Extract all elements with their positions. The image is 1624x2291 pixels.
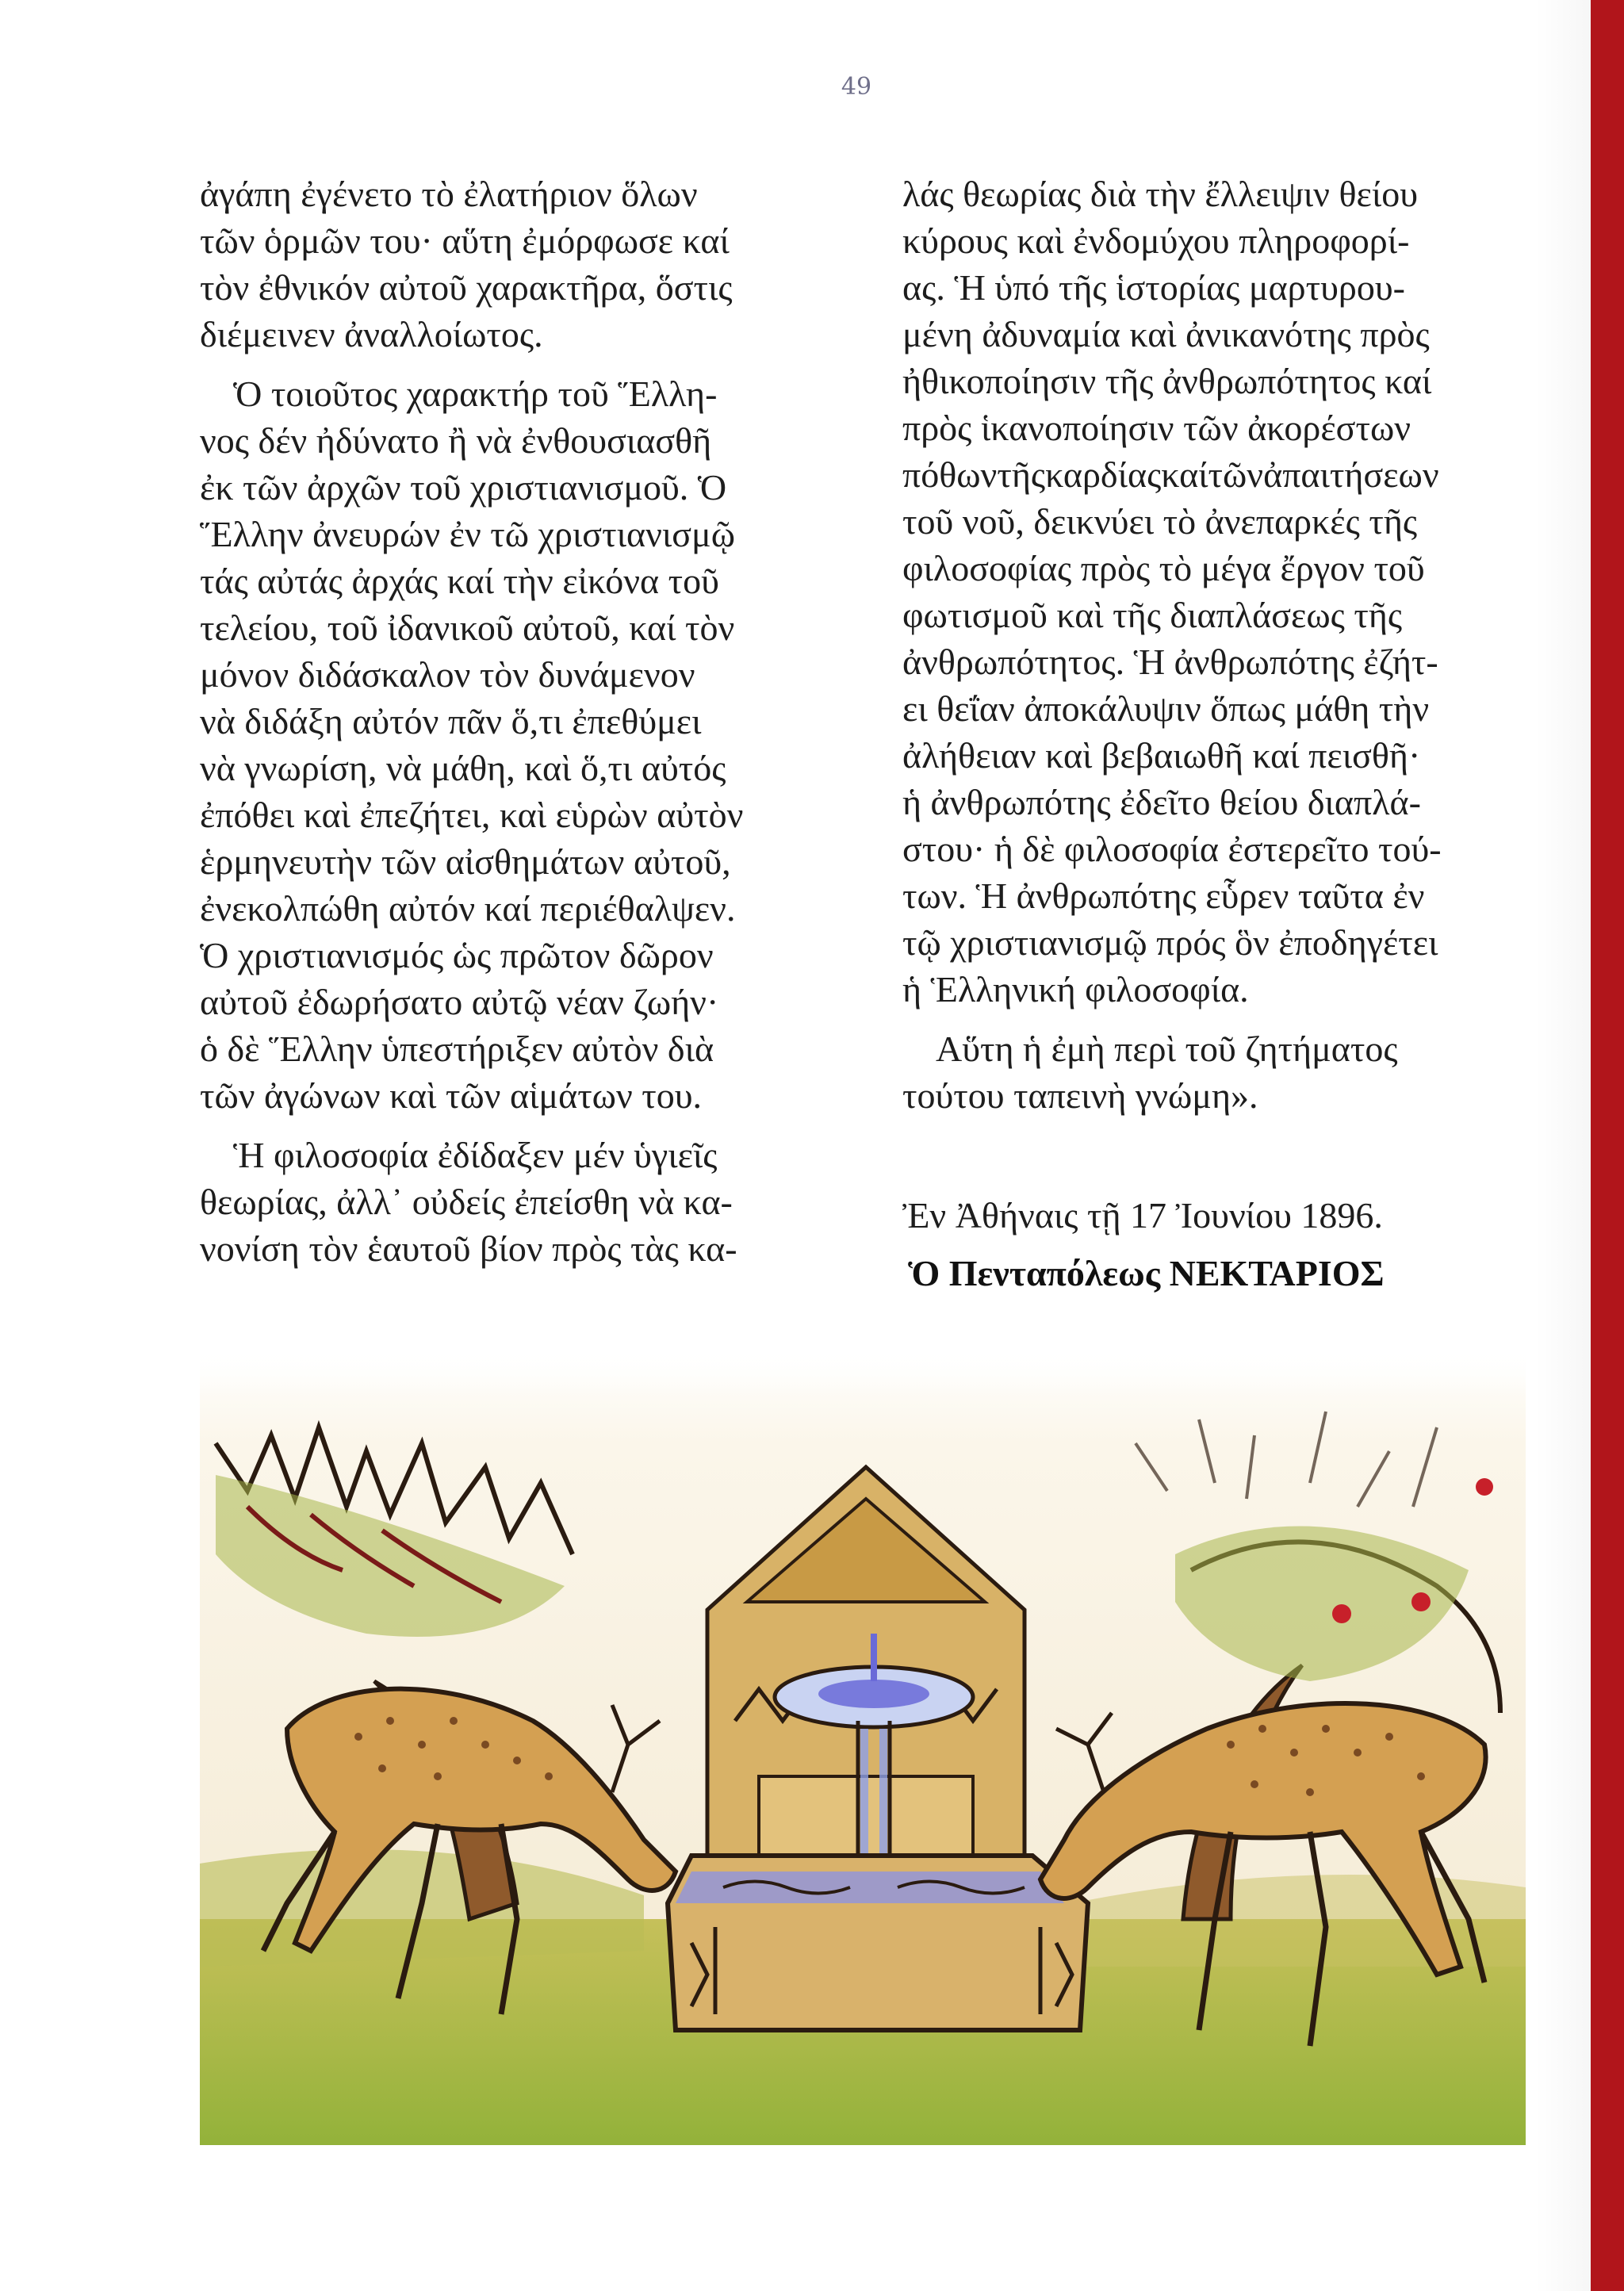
- basin-water: [676, 1871, 1064, 1903]
- left-paragraph-2: Ὁ τοιοῦτος χαρακτήρ τοῦ Ἕλλη- νος δέν ἠδύνατο ἢ νὰ ἐνθουσιασθῆ ἐκ τῶν ἀρχῶν τοῦ χριστιανισμοῦ. Ὁ Ἕλλην ἀνευρών ἐν τῶ χριστιανισμῷ τάς αὐτάς ἀρχάς καί τὴν εἰκόνα τοῦ τελείου, τοῦ ἰδανικοῦ αὐτοῦ, καί τὸν μόνον διδάσκαλον τὸν δυνάμενον νὰ διδάξη αὐτόν πᾶν ὅ,τι ἐπεθύμει νὰ γνωρίση, νὰ μάθη, καὶ ὅ,τι αὐτός ἐπόθει καὶ ἐπεζήτει, καὶ εὑρὼν αὐτὸν ἑρμηνευτὴν τῶν αἰσθημάτων αὐτοῦ, ἐνεκολπώθη αὐτόν καί περιέθαλψεν. Ὁ χριστιανισμός ὡς πρῶτον δῶρον αὐτοῦ ἐδωρήσατο αὐτῷ νέαν ζωήν· ὁ δὲ Ἕλλην ὑπεστήριξεν αὐτὸν διὰ τῶν ἀγώνων καὶ τῶν αἱμάτων του.: [200, 374, 744, 1116]
- red-edge-bar: [1591, 0, 1624, 2291]
- right-text-column: [902, 170, 1527, 1132]
- deer-fountain-illustration: [200, 1348, 1526, 2145]
- left-paragraph-3: Ἡ φιλοσοφία ἐδίδαξεν μέν ὑγιεῖς θεωρίας, ἀλλ᾽ οὐδείς ἐπείσθη νὰ κα- νονίση τὸν ἑαυτοῦ βίον πρὸς τὰς κα-: [200, 1135, 737, 1269]
- right-paragraph-1: λάς θεωρίας διὰ τὴν ἔλλειψιν θείου κύρους καὶ ἐνδομύχου πληροφορί- ας. Ἡ ὑπό τῆς ἱστορίας μαρτυρου- μένη ἀδυναμία καὶ ἀνικανότης πρὸς ἠθικοποίησιν τῆς ἀνθρωπότητος καί πρὸς ἱκανοποίησιν τῶν ἀκορέστων πόθωντῆςκαρδίαςκαίτῶνἀπαιτήσεων τοῦ νοῦ, δεικνύει τὸ ἀνεπαρκές τῆς φιλοσοφίας πρὸς τὸ μέγα ἔργον τοῦ φωτισμοῦ καὶ τῆς διαπλάσεως τῆς ἀνθρωπότητος. Ἡ ἀνθρωπότης ἐζήτ- ει θεΐαν ἀποκάλυψιν ὅπως μάθη τὴν ἀλήθειαν καὶ βεβαιωθῆ καί πεισθῆ· ἡ ἀνθρωπότης ἐδεῖτο θείου διαπλά- στου· ἡ δὲ φιλοσοφία ἐστερεῖτο τού- των. Ἡ ἀνθρωπότης εὗρεν ταῦτα ἐν τῷ χριστιανισμῷ πρός ὃν ἐποδηγέτει ἡ Ἑλληνική φιλοσοφία.: [902, 174, 1442, 1009]
- right-paragraph-2: Αὕτη ἡ ἐμὴ περὶ τοῦ ζητήματος τούτου ταπεινὴ γνώμη».: [902, 1029, 1398, 1116]
- page-edge-shadow: [1535, 0, 1591, 2291]
- fountain-water: [818, 1680, 929, 1708]
- signature: Ὁ Πενταπόλεως ΝΕΚΤΑΡΙΟΣ: [908, 1253, 1385, 1293]
- left-paragraph-1: ἀγάπη ἐγένετο τὸ ἐλατήριον ὅλων τῶν ὁρμῶν του· αὕτη ἐμόρφωσε καί τὸν ἐθνικόν αὐτοῦ χαρακτῆρα, ὅστις διέμεινεν ἀναλλοίωτος.: [200, 174, 733, 354]
- left-text-column: [200, 170, 825, 1285]
- red-fruit-3: [1476, 1478, 1493, 1496]
- place-and-date: Ἐν Ἀθήναις τῇ 17 Ἰουνίου 1896.: [902, 1195, 1383, 1236]
- page-number: 49: [841, 73, 872, 101]
- red-fruit-1: [1332, 1604, 1351, 1623]
- red-fruit-2: [1411, 1592, 1431, 1611]
- illustration-drawing: [200, 1348, 1526, 2145]
- top-fade: [200, 1348, 1526, 1396]
